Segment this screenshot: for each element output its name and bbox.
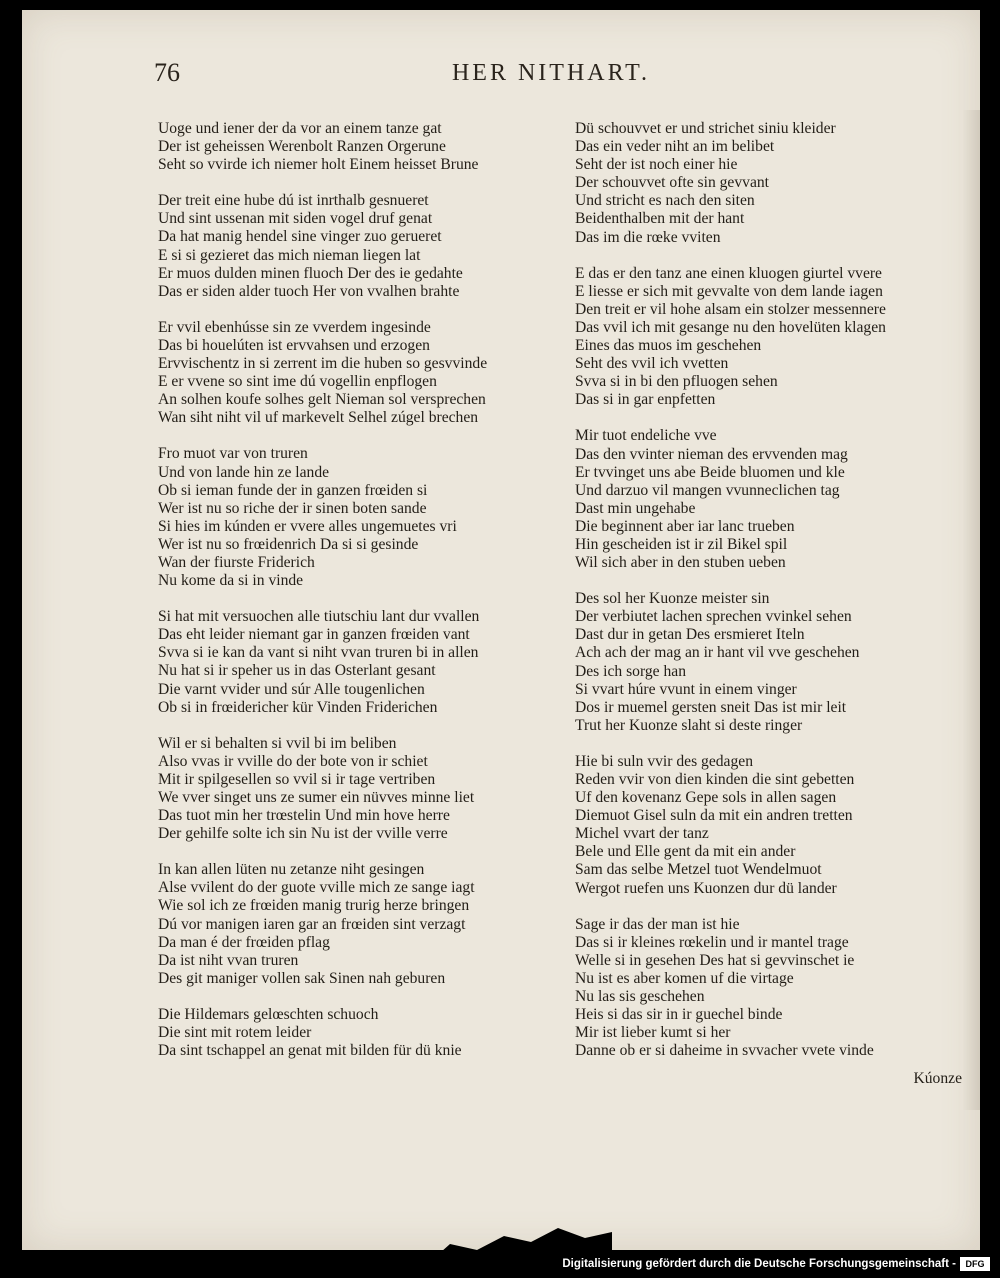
verse-line: Und von lande hin ze lande	[158, 463, 330, 481]
verse-line: Wan der fiurste Friderich	[158, 553, 315, 571]
stanza	[575, 265, 965, 410]
verse-line: Er tvvinget uns abe Beide bluomen und kle	[575, 463, 845, 481]
verse-line: Michel vvart der tanz	[575, 825, 709, 843]
torn-page-edge	[432, 1220, 612, 1250]
verse-line: Si vvart húre vvunt in einem vinger	[575, 680, 797, 698]
verse-line: Alse vvilent do der guote vville mich ze sange iagt	[158, 879, 475, 897]
verse-line: Die sint mit rotem leider	[158, 1024, 312, 1042]
verse-line: Der verbiutet lachen sprechen vvinkel sehen	[575, 608, 852, 626]
funding-credit: Digitalisierung gefördert durch die Deutsche Forschungsgemeinschaft -	[562, 1258, 956, 1270]
verse-line: Wer ist nu so frœidenrich Da si si gesinde	[158, 535, 419, 553]
verse-line: Svva si ie kan da vant si niht vvan truren bi in allen	[158, 644, 479, 662]
verse-line: Seht des vvil ich vvetten	[575, 355, 729, 373]
verse-line: Uf den kovenanz Gepe sols in allen sagen	[575, 789, 837, 807]
stanza	[158, 445, 558, 590]
verse-line: Mir tuot endeliche vve	[575, 427, 717, 445]
verse-line: Den treit er vil hohe alsam ein stolzer messennere	[575, 300, 886, 318]
verse-line: Mit ir spilgesellen so vvil si ir tage vertriben	[158, 770, 436, 788]
verse-line: We vver singet uns ze sumer ein nüvves minne liet	[158, 789, 475, 806]
verse-line: Bele und Elle gent da mit ein ander	[575, 843, 796, 861]
verse-line: Das si ir kleines rœkelin und ir mantel trage	[575, 933, 849, 951]
verse-line: Dú vor manigen iaren gar an frœiden sint verzagt	[158, 915, 466, 933]
verse-line: Hin gescheiden ist ir zil Bikel spil	[575, 535, 788, 553]
verse-line: Sage ir das der man ist hie	[575, 915, 740, 933]
verse-line: Nu las sis geschehen	[575, 988, 705, 1006]
verse-line: Das vvil ich mit gesange nu den hovelüten klagen	[575, 318, 886, 336]
verse-line: Das si in gar enpfetten	[575, 391, 716, 409]
stanza	[575, 590, 965, 735]
verse-line: Da man é der frœiden pflag	[158, 933, 330, 951]
stanza	[158, 861, 558, 988]
verse-line: Dast min ungehabe	[575, 499, 696, 517]
page-number: 76	[154, 58, 180, 87]
verse-line: Und sint ussenan mit siden vogel druf genat	[158, 210, 433, 228]
verse-line: In kan allen lüten nu zetanze niht gesingen	[158, 861, 425, 879]
verse-line: E das er den tanz ane einen kluogen giurtel vvere	[575, 264, 882, 282]
verse-line: Wergot ruefen uns Kuonzen dur dü lander	[575, 879, 837, 897]
verse-line: Die Hildemars gelœschten schuoch	[158, 1005, 379, 1023]
running-head: HER NITHART.	[451, 60, 651, 86]
verse-line: Der schouvvet ofte sin gevvant	[575, 174, 770, 192]
verse-line: Wil sich aber in den stuben ueben	[575, 554, 786, 572]
verse-line: Da ist niht vvan truren	[158, 951, 299, 969]
verse-line: Ob si in frœidericher kür Vinden Friderichen	[158, 698, 438, 716]
stanza	[158, 319, 558, 428]
verse-line: Si hat mit versuochen alle tiutschiu lant dur vvallen	[158, 608, 480, 626]
verse-line: Der gehilfe solte ich sin Nu ist der vville verre	[158, 825, 448, 843]
verse-line: E si si gezieret das mich nieman liegen lat	[158, 246, 421, 264]
verse-line: Wil er si behalten si vvil bi im beliben	[158, 734, 397, 752]
scanned-page	[22, 10, 980, 1250]
verse-line: Danne ob er si daheime in svvacher vvete vinde	[575, 1042, 874, 1060]
verse-line: Sam das selbe Metzel tuot Wendelmuot	[575, 861, 822, 879]
verse-line: Dos ir muemel gersten sneit Das ist mir leit	[575, 698, 847, 716]
verse-line: Das im die rœke vviten	[575, 228, 721, 246]
verse-line: Er muos dulden minen fluoch Der des ie gedahte	[158, 264, 463, 282]
verse-line: Die beginnent aber iar lanc trueben	[575, 517, 795, 535]
verse-line: Nu ist es aber komen uf die virtage	[575, 969, 794, 987]
verse-line: Nu kome da si in vinde	[158, 572, 304, 590]
stanza	[158, 1006, 558, 1060]
verse-line: Hie bi suln vvir des gedagen	[575, 752, 753, 770]
right-text-column	[575, 120, 965, 1078]
verse-line: Des ich sorge han	[575, 662, 687, 680]
verse-line: Ob si ieman funde der in ganzen frœiden si	[158, 481, 428, 499]
left-text-column	[158, 120, 558, 1078]
verse-line: Ervvischentz in si zerrent im die huben so gesvvinde	[158, 355, 488, 373]
verse-line: Mir ist lieber kumt si her	[575, 1024, 731, 1042]
verse-line: Der treit eine hube dú ist inrthalb gesnueret	[158, 192, 429, 210]
verse-line: Reden vvir von dien kinden die sint gebetten	[575, 771, 855, 788]
verse-line: E liesse er sich mit gevvalte von dem lande iagen	[575, 282, 883, 300]
stanza	[158, 735, 558, 844]
verse-line: Heis si das sir in ir guechel binde	[575, 1006, 783, 1024]
verse-line: Da hat manig hendel sine vinger zuo gerueret	[158, 228, 442, 246]
verse-line: Wan siht niht vil uf markevelt Selhel zúgel brechen	[158, 409, 479, 427]
stanza	[575, 120, 965, 247]
stanza	[158, 120, 558, 174]
verse-line: Das den vvinter nieman des ervvenden mag	[575, 445, 848, 463]
verse-line: Die varnt vvider und súr Alle tougenlichen	[158, 680, 425, 698]
verse-line: Si hies im kúnden er vvere alles ungemuetes vri	[158, 517, 457, 535]
stanza	[158, 608, 558, 717]
dfg-logo-icon: DFG	[960, 1257, 990, 1271]
verse-line: Der ist geheissen Werenbolt Ranzen Orgerune	[158, 138, 446, 156]
verse-line: Des git maniger vollen sak Sinen nah geburen	[158, 969, 446, 987]
verse-line: Fro muot var von truren	[158, 445, 308, 463]
verse-line: Uoge und iener der da vor an einem tanze gat	[158, 120, 442, 137]
verse-line: Das er siden alder tuoch Her von vvalhen brahte	[158, 282, 460, 300]
verse-line: Trut her Kuonze slaht si deste ringer	[575, 716, 803, 734]
verse-line: Also vvas ir vville do der bote von ir schiet	[158, 752, 428, 770]
verse-line: Wer ist nu so riche der ir sinen boten sande	[158, 499, 427, 517]
verse-line: Ach ach der mag an ir hant vil vve geschehen	[575, 644, 860, 662]
verse-line: E er vvene so sint ime dú vogellin enpflogen	[158, 373, 437, 391]
verse-line: Diemuot Gisel suln da mit ein andren tretten	[575, 807, 853, 825]
stanza	[158, 192, 558, 301]
verse-line: Wie sol ich ze frœiden manig trurig herze bringen	[158, 897, 470, 915]
verse-line: An solhen koufe solhes gelt Nieman sol versprechen	[158, 391, 486, 409]
stanza	[575, 753, 965, 898]
verse-line: Und stricht es nach den siten	[575, 192, 755, 210]
verse-line: Er vvil ebenhússe sin ze vverdem ingesinde	[158, 318, 431, 336]
stanza	[575, 427, 965, 572]
verse-line: Beidenthalben mit der hant	[575, 210, 745, 228]
verse-line: Dast dur in getan Des ersmieret Iteln	[575, 626, 805, 644]
catchword: Kúonze	[913, 1070, 962, 1087]
verse-line: Da sint tschappel an genat mit bilden für dü knie	[158, 1042, 462, 1060]
verse-line: Das eht leider niemant gar in ganzen frœiden vant	[158, 626, 470, 644]
verse-line: Und darzuo vil mangen vvunneclichen tag	[575, 481, 840, 499]
verse-line: Svva si in bi den pfluogen sehen	[575, 373, 778, 391]
verse-line: Das bi houelúten ist ervvahsen und erzogen	[158, 336, 430, 354]
verse-line: Das tuot min her trœstelin Und min hove herre	[158, 807, 450, 825]
verse-line: Eines das muos im geschehen	[575, 337, 762, 355]
verse-line: Nu hat si ir speher us in das Osterlant gesant	[158, 662, 436, 680]
verse-line: Seht so vvirde ich niemer holt Einem heisset Brune	[158, 156, 479, 174]
verse-line: Des sol her Kuonze meister sin	[575, 590, 770, 608]
stanza	[575, 916, 965, 1061]
digitization-footer	[0, 1250, 1000, 1278]
verse-line: Seht der ist noch einer hie	[575, 156, 738, 174]
verse-line: Dü schouvvet er und strichet siniu kleider	[575, 120, 836, 137]
verse-line: Welle si in gesehen Des hat si gevvinschet ie	[575, 951, 855, 969]
verse-line: Das ein veder niht an im belibet	[575, 138, 775, 156]
